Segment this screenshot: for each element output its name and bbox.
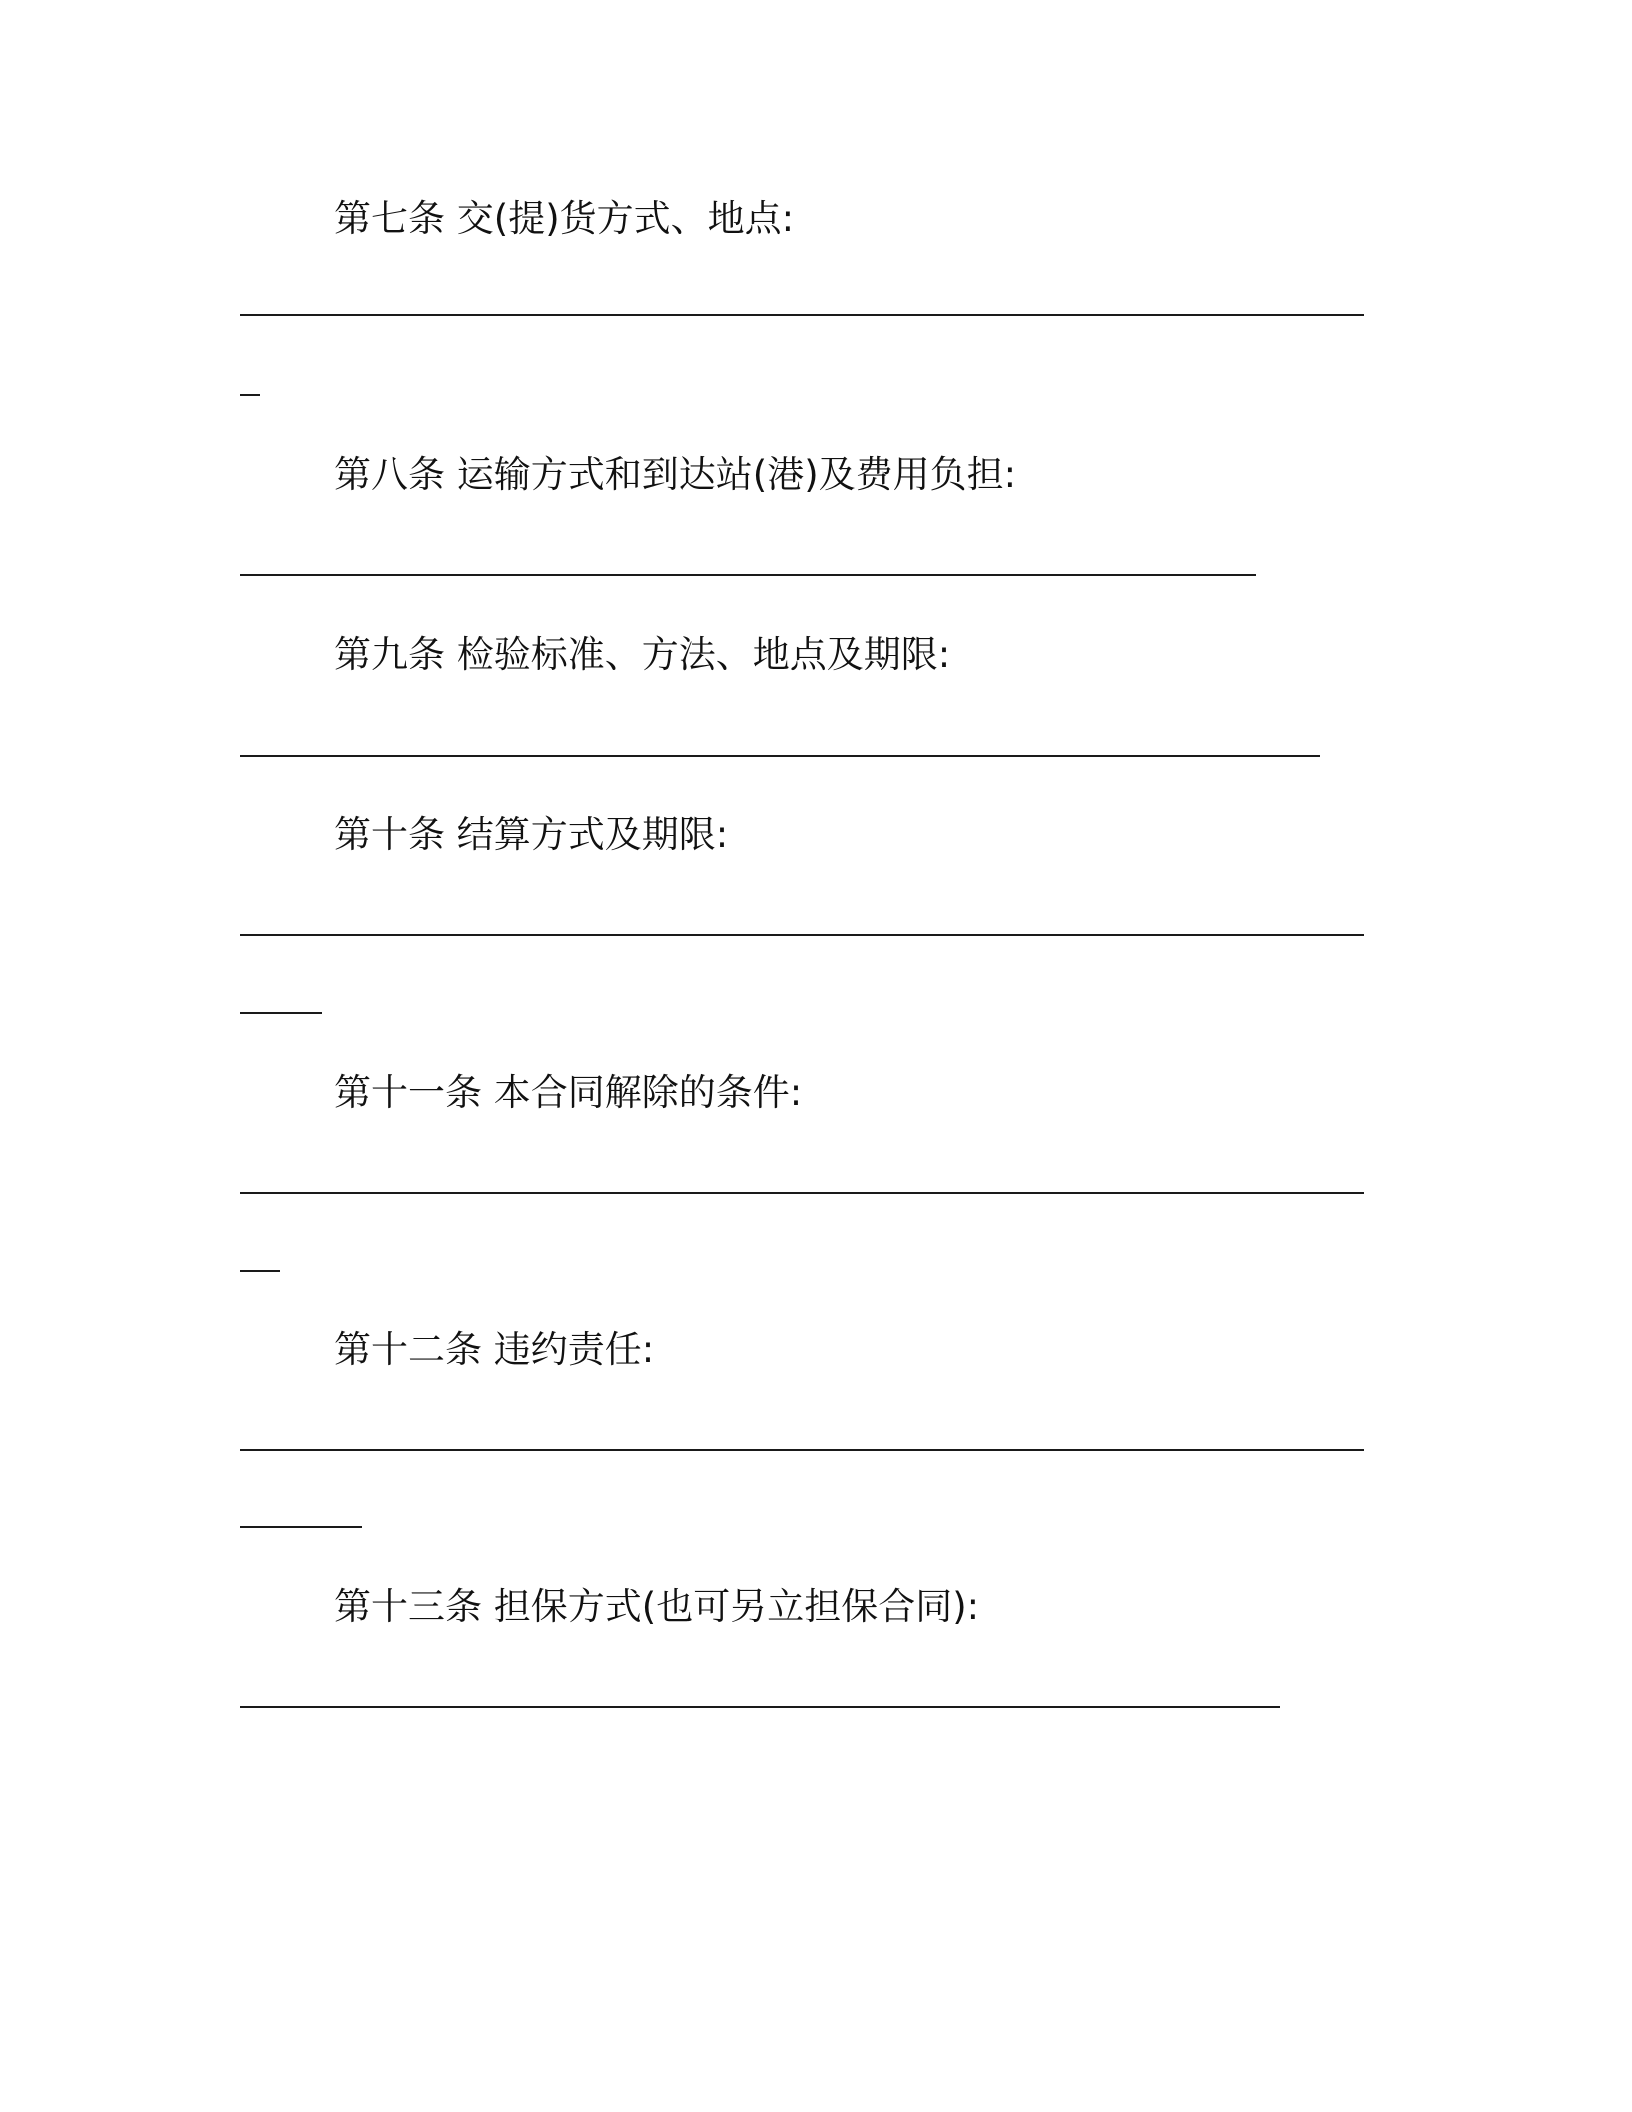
clause-8-heading: 第八条 运输方式和到达站(港)及费用负担: (334, 453, 1017, 496)
clause-7-fill-line (240, 314, 1364, 316)
clause-11-heading: 第十一条 本合同解除的条件: (334, 1071, 803, 1114)
clause-12-heading: 第十二条 违约责任: (334, 1328, 655, 1371)
clause-11-fill-line (240, 1192, 1364, 1194)
clause-12-fill-line-continuation (240, 1526, 362, 1528)
clause-11-fill-line-continuation (240, 1270, 280, 1272)
clause-8-fill-line (240, 574, 1256, 576)
clause-7-heading: 第七条 交(提)货方式、地点: (334, 197, 795, 240)
clause-9-heading: 第九条 检验标准、方法、地点及期限: (334, 633, 951, 676)
clause-7-fill-line-continuation (240, 394, 260, 396)
clause-12-fill-line (240, 1449, 1364, 1451)
clause-10-fill-line-continuation (240, 1012, 322, 1014)
clause-10-heading: 第十条 结算方式及期限: (334, 813, 729, 856)
clause-13-fill-line (240, 1706, 1280, 1708)
clause-9-fill-line (240, 755, 1320, 757)
clause-10-fill-line (240, 934, 1364, 936)
clause-13-heading: 第十三条 担保方式(也可另立担保合同): (334, 1585, 980, 1628)
